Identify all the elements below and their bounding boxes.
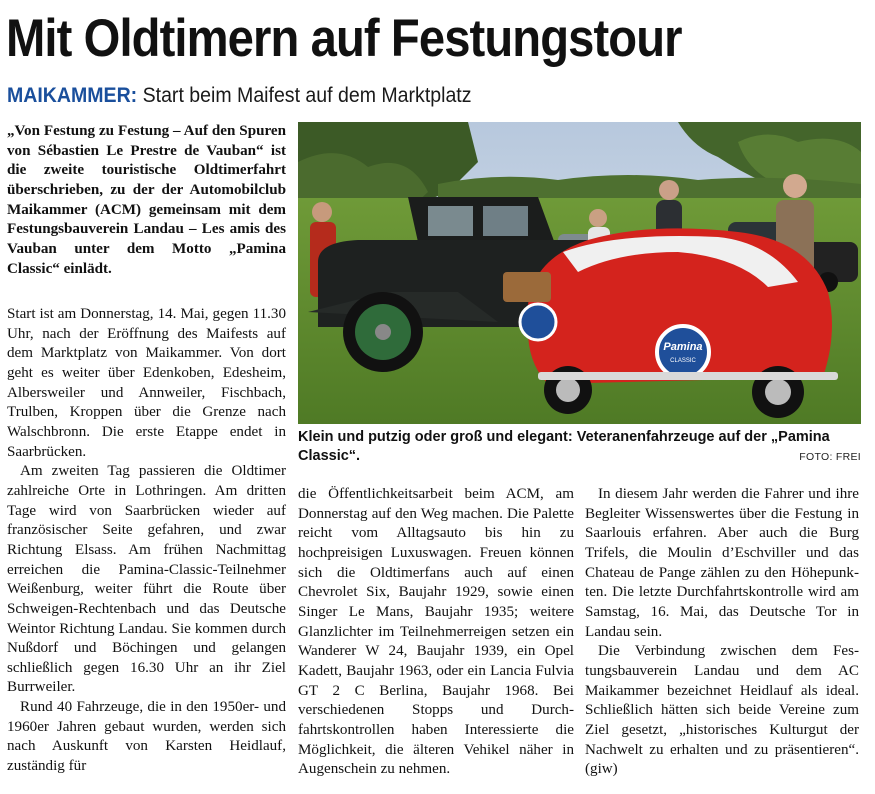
kicker: MAIKAMMER:	[7, 84, 138, 107]
article-column-3	[585, 485, 859, 780]
body-paragraph: Start ist am Donnerstag, 14. Mai, gegen 11.30 Uhr, nach der Eröffnung des Maifests auf dem Marktplatz von Maikammer. Von dort geht es weiter über Edenkoben, Edesheim, Albersweiler und Annweiler, Fischbach, Trulben, Kroppen über die Grenze nach Walschbronn. Die erste Etappe endet in Saarbrücken.	[7, 306, 286, 460]
article-column-1	[7, 305, 286, 777]
subheadline	[7, 82, 472, 110]
body-paragraph: Die Verbindung zwischen dem Festungsbauverein Landau und dem AC Maikammer bezeichnet Heidlauf als ideal. Schließlich hätten sich beide Vereine zum Ziel gesetzt, „historisches Kulturgut der Nachwelt zu erhalten und zu präsentieren“. (giw)	[585, 643, 859, 778]
lead-paragraph	[7, 122, 286, 279]
article-photo	[298, 122, 861, 424]
badge-subtext: CLASSIC	[670, 358, 696, 364]
photo-credit: FOTO: FREI	[799, 451, 861, 463]
photo-illustration	[298, 122, 861, 424]
body-paragraph: Rund 40 Fahrzeuge, die in den 1950er- und 1960er Jahren gebaut wurden, werden sich nach Auskunft von Karsten Heidlauf, zuständig für	[7, 699, 286, 775]
badge-text: Pamina	[663, 341, 703, 353]
photo-caption: Klein und putzig oder groß und elegant: Veteranenfahrzeuge auf der „Pamina Classic“.	[298, 429, 830, 464]
body-paragraph: die Öffentlichkeitsarbeit beim ACM, am Donnerstag auf den Weg machen. Die Palette reicht vom Alltagsauto bis hin zu hochpreisigen Luxuswagen. Freuen können sich die Oldtimerfans auch auf einen Chevrolet Six, Baujahr 1929, sowie einen Singer Le Mans, Baujahr 1935; weitere Glanzlichter im Teilnehmerreigen setzen ein Wanderer W 24, Baujahr 1939, ein Opel Kadett, Baujahr 1963, oder ein Lancia Fulvia GT 2 C Berlina, Baujahr 1968. Bei verschiedenen Stopps und Durchfahrtskontrollen haben Interessierte die Möglichkeit, die älteren Vehikel näher in Augenschein zu nehmen.	[298, 486, 574, 778]
headline: Mit Oldtimern auf Festungstour	[6, 9, 682, 68]
dek: Start beim Maifest auf dem Marktplatz	[142, 84, 472, 107]
article-column-2	[298, 485, 574, 780]
lead-text: „Von Festung zu Festung – Auf den Spuren von Sébastien Le Prestre de Vauban“ ist die zweite touristische Oldtimerfahrt überschrieben, zu der der Automobilclub Maikammer (ACM) gemeinsam mit dem Festungsbauverein Landau – Les amis des Vauban unter dem Motto „Pamina Classic“ einlädt.	[7, 123, 286, 277]
body-paragraph: In diesem Jahr werden die Fahrer und ihre Begleiter Wissenswertes über die Festung in Saarlouis erfahren. Aber auch die Burg Trifels, die Moulin d’Eschviller und das Chateau de Pange zählen zu den Höhepunkten. Die letzte Durchfahrtskontrolle wird am Samstag, 16. Mai, das Deutsche Tor in Landau sein.	[585, 486, 859, 640]
body-paragraph: Am zweiten Tag passieren die Oldtimer zahlreiche Orte in Lothringen. Am dritten Tage wird von Saarbrücken wieder auf französischer Seite gefahren, und zwar Richtung Elsass. Am frühen Nachmittag erreichen die Pamina-Classic-Teilnehmer Weißenburg, weiter führt die Route über Schweigen-Rechtenbach und das Deutsche Weintor Richtung Landau. Sie kommen durch Nußdorf und Böchingen und gelangen schließlich gegen 16.30 Uhr an ihr Ziel Burrweiler.	[7, 463, 286, 696]
